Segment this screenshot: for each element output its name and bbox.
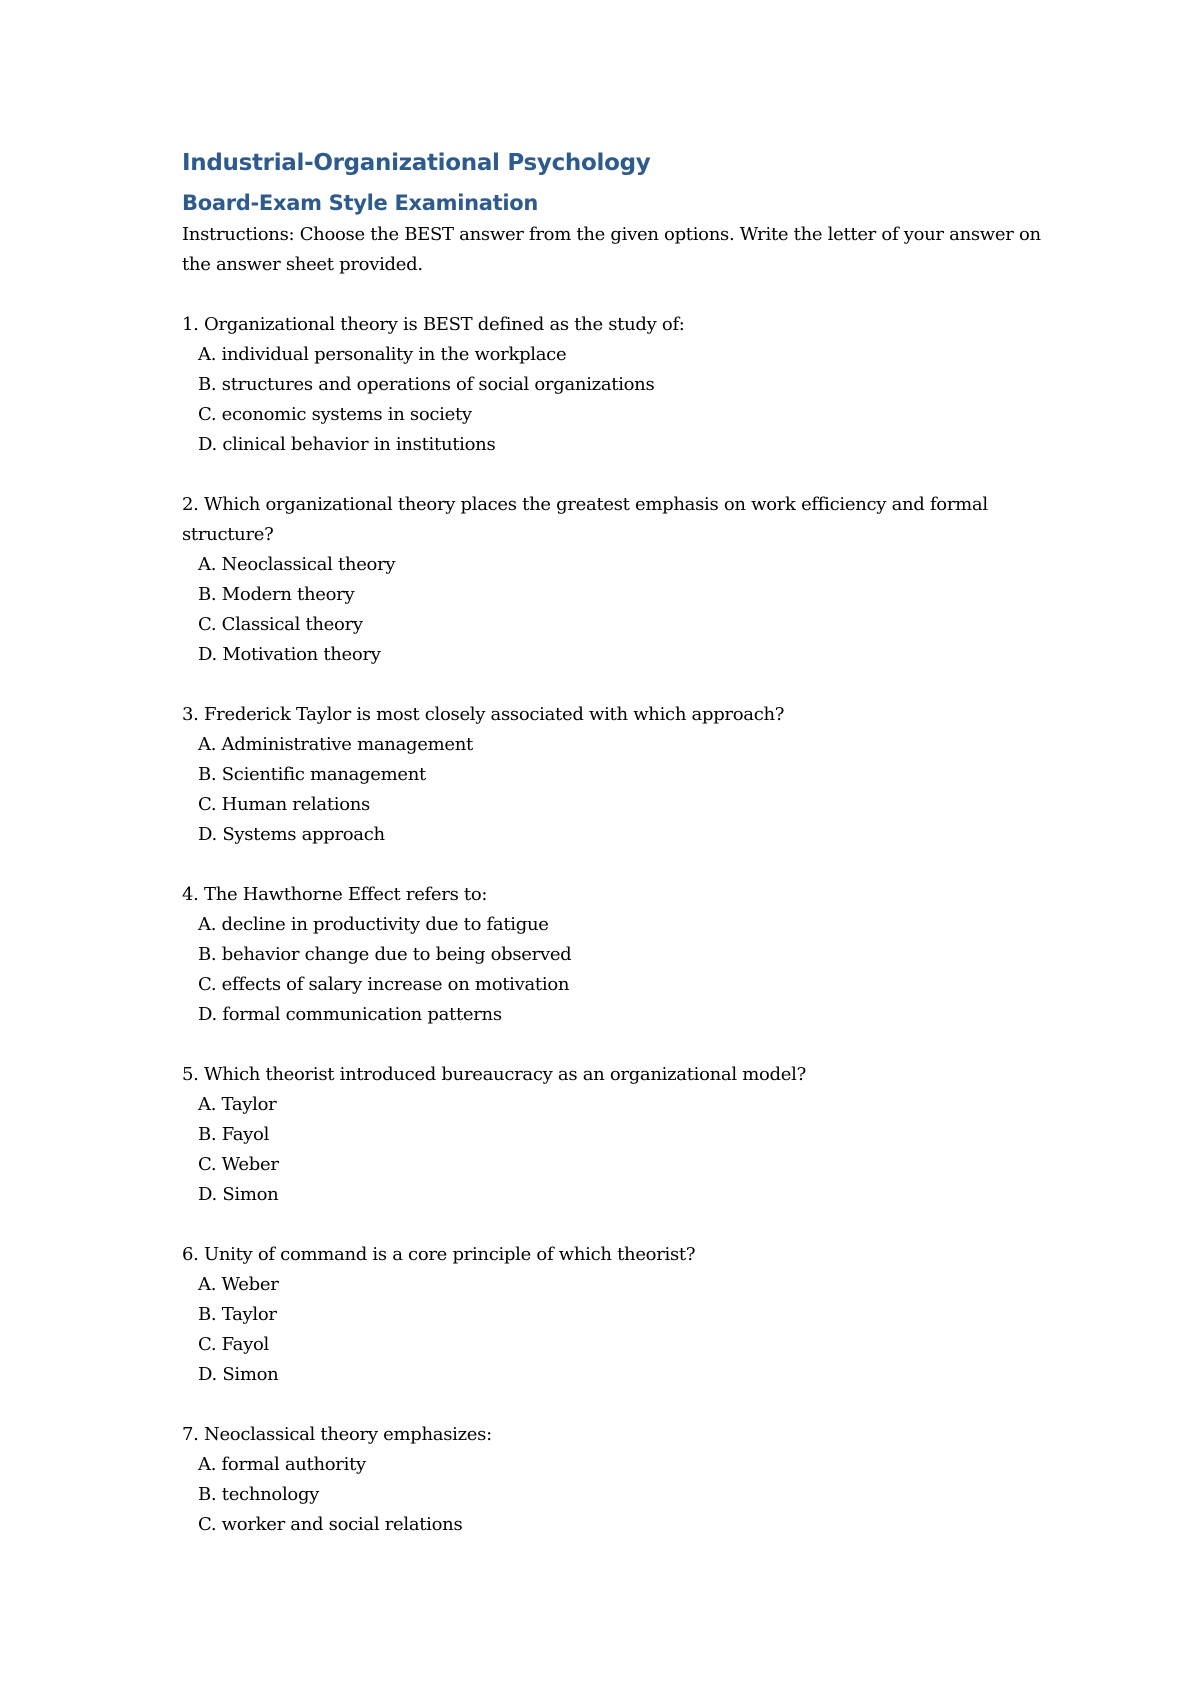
option-b: B. behavior change due to being observed xyxy=(198,944,572,965)
instructions-text: Instructions: Choose the BEST answer from the given options. Write the letter of your answer on the answer sheet provided. xyxy=(182,224,1041,275)
option-a: A. Administrative management xyxy=(198,734,473,755)
option-list xyxy=(182,910,1042,1030)
option-a: A. Taylor xyxy=(198,1094,277,1115)
question-2 xyxy=(182,490,1042,670)
option-c: C. Fayol xyxy=(198,1334,269,1355)
question-stem: 1. Organizational theory is BEST defined as the study of: xyxy=(182,314,685,335)
document-content xyxy=(182,148,1042,1570)
option-d: D. Simon xyxy=(198,1364,279,1385)
option-b: B. technology xyxy=(198,1484,320,1505)
option-d: D. formal communication patterns xyxy=(198,1004,502,1025)
option-d: D. Simon xyxy=(198,1184,279,1205)
option-a: A. formal authority xyxy=(198,1454,366,1475)
question-stem: 2. Which organizational theory places the greatest emphasis on work efficiency and formal structure? xyxy=(182,494,988,545)
option-list xyxy=(182,340,1042,460)
option-a: A. Neoclassical theory xyxy=(198,554,396,575)
option-c: C. effects of salary increase on motivation xyxy=(198,974,570,995)
question-3 xyxy=(182,700,1042,850)
option-c: C. Classical theory xyxy=(198,614,363,635)
option-list xyxy=(182,1270,1042,1390)
option-c: C. Human relations xyxy=(198,794,370,815)
option-b: B. Taylor xyxy=(198,1304,277,1325)
question-7 xyxy=(182,1420,1042,1540)
option-d: D. clinical behavior in institutions xyxy=(198,434,496,455)
option-b: B. Scientific management xyxy=(198,764,426,785)
question-5 xyxy=(182,1060,1042,1210)
option-list xyxy=(182,550,1042,670)
document-subtitle: Board-Exam Style Examination xyxy=(182,191,539,215)
option-d: D. Systems approach xyxy=(198,824,385,845)
question-stem: 6. Unity of command is a core principle of which theorist? xyxy=(182,1244,696,1265)
option-a: A. Weber xyxy=(198,1274,279,1295)
option-list xyxy=(182,1450,1042,1540)
question-list xyxy=(182,310,1042,1540)
option-c: C. Weber xyxy=(198,1154,279,1175)
option-a: A. individual personality in the workplace xyxy=(198,344,567,365)
document-title: Industrial-Organizational Psychology xyxy=(182,150,651,176)
option-b: B. Modern theory xyxy=(198,584,355,605)
question-stem: 3. Frederick Taylor is most closely associated with which approach? xyxy=(182,704,785,725)
option-c: C. worker and social relations xyxy=(198,1514,463,1535)
question-stem: 4. The Hawthorne Effect refers to: xyxy=(182,884,488,905)
question-6 xyxy=(182,1240,1042,1390)
option-b: B. Fayol xyxy=(198,1124,270,1145)
question-stem: 7. Neoclassical theory emphasizes: xyxy=(182,1424,492,1445)
option-a: A. decline in productivity due to fatigue xyxy=(198,914,549,935)
option-list xyxy=(182,1090,1042,1210)
question-1 xyxy=(182,310,1042,460)
question-stem: 5. Which theorist introduced bureaucracy as an organizational model? xyxy=(182,1064,806,1085)
question-4 xyxy=(182,880,1042,1030)
option-b: B. structures and operations of social organizations xyxy=(198,374,655,395)
option-list xyxy=(182,730,1042,850)
option-d: D. Motivation theory xyxy=(198,644,381,665)
option-c: C. economic systems in society xyxy=(198,404,472,425)
